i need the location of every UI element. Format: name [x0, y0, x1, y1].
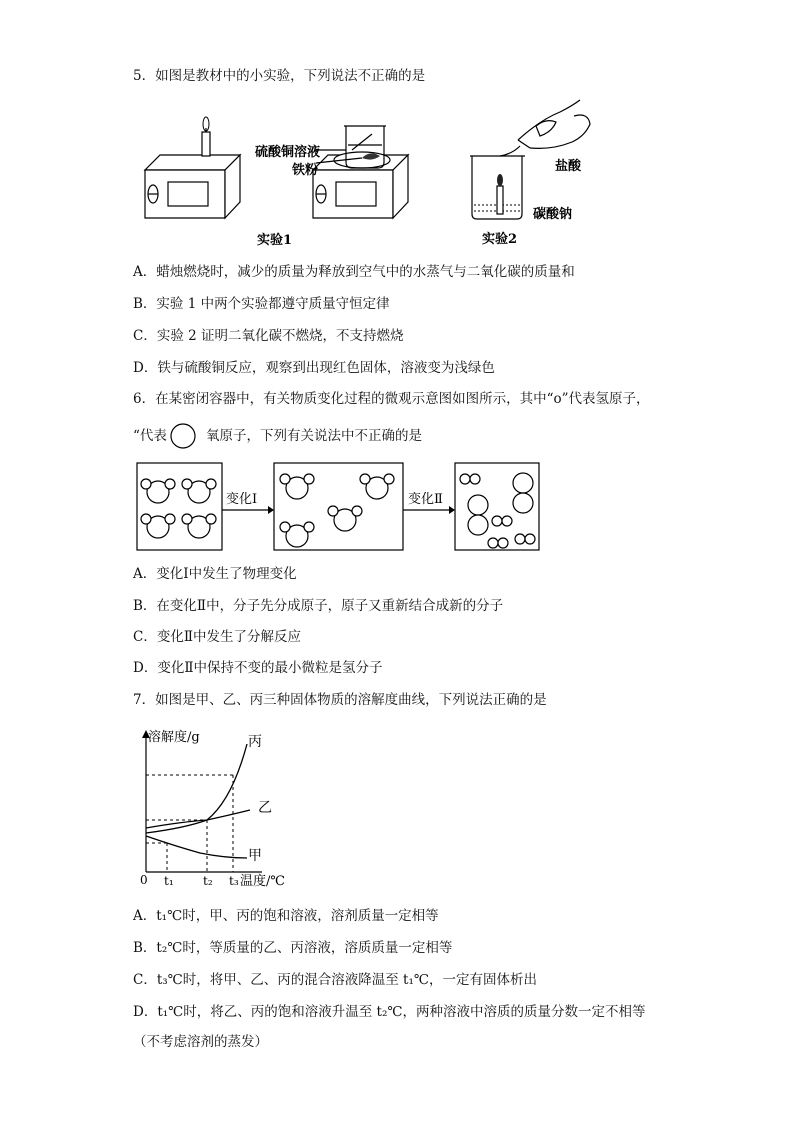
curve-jia — [146, 836, 247, 858]
curve-yi — [146, 810, 250, 828]
arrow-label-2: 变化Ⅱ — [408, 492, 443, 507]
q7-option-c: C．t₃℃时，将甲、乙、丙的混合溶液降温至 t₁℃，一定有固体析出 — [133, 972, 537, 988]
q7-note: （不考虑溶剂的蒸发） — [133, 1034, 268, 1050]
label-yi: 乙 — [258, 800, 272, 816]
label-hcl: 盐酸 — [555, 159, 582, 174]
balance-1-icon — [145, 155, 240, 218]
q6-figure — [0, 460, 794, 560]
label-cuso4: 硫酸铜溶液 — [255, 145, 321, 160]
q7-option-a: A．t₁℃时，甲、丙的饱和溶液，溶剂质量一定相等 — [133, 908, 439, 924]
exp2-beaker-icon — [470, 156, 525, 219]
q6-option-b: B．在变化Ⅱ中，分子先分成原子，原子又重新结合成新的分子 — [133, 598, 504, 614]
q6-stem-line1: 6．在某密闭容器中，有关物质变化过程的微观示意图如图所示，其中“o”代表氢原子， — [133, 391, 650, 407]
q6-stem-line2-post: 氧原子，下列有关说法中不正确的是 — [206, 428, 422, 444]
label-exp1: 实验1 — [257, 233, 293, 248]
q7-option-b: B．t₂℃时，等质量的乙、丙溶液，溶质质量一定相等 — [133, 940, 453, 956]
q7-stem: 7．如图是甲、乙、丙三种固体物质的溶解度曲线，下列说法正确的是 — [133, 692, 547, 708]
q6-option-c: C．变化Ⅱ中发生了分解反应 — [133, 629, 302, 645]
tick-t3: t₃ — [229, 874, 239, 888]
q7-option-d: D．t₁℃时，将乙、丙的饱和溶液升温至 t₂℃，两种溶液中溶质的质量分数一定不相等 — [133, 1004, 646, 1020]
label-exp2: 实验2 — [482, 232, 518, 247]
q6-option-d: D．变化Ⅱ中保持不变的最小微粒是氢分子 — [133, 660, 383, 676]
origin-label: 0 — [140, 873, 148, 887]
oxygen-atom-icon — [169, 422, 199, 452]
solubility-graph — [0, 720, 794, 890]
q5-option-b: B．实验 1 中两个实验都遵守质量守恒定律 — [133, 296, 390, 312]
label-na2co3: 碳酸钠 — [533, 207, 573, 222]
tick-t1: t₁ — [164, 874, 174, 888]
x-axis-label: 温度/℃ — [240, 874, 285, 889]
q6-stem-line2-pre: “代表 — [133, 428, 167, 444]
q5-option-c: C．实验 2 证明二氧化碳不燃烧，不支持燃烧 — [133, 328, 404, 344]
label-fe: 铁粉 — [292, 163, 319, 178]
q5-stem: 5．如图是教材中的小实验，下列说法不正确的是 — [133, 68, 426, 84]
label-bing: 丙 — [248, 734, 262, 750]
y-axis-label: 溶解度/g — [148, 730, 200, 745]
candle-icon — [202, 117, 210, 156]
q5-figure — [0, 90, 794, 350]
arrow-label-1: 变化Ⅰ — [226, 492, 258, 507]
label-jia: 甲 — [248, 848, 262, 864]
q5-option-d: D．铁与硫酸铜反应，观察到出现红色固体，溶液变为浅绿色 — [133, 360, 495, 376]
q6-option-a: A．变化Ⅰ中发生了物理变化 — [133, 566, 297, 582]
hand-pouring-icon — [500, 100, 590, 156]
tick-t2: t₂ — [203, 874, 213, 888]
q5-option-a: A．蜡烛燃烧时，减少的质量为释放到空气中的水蒸气与二氧化碳的质量和 — [133, 264, 575, 280]
